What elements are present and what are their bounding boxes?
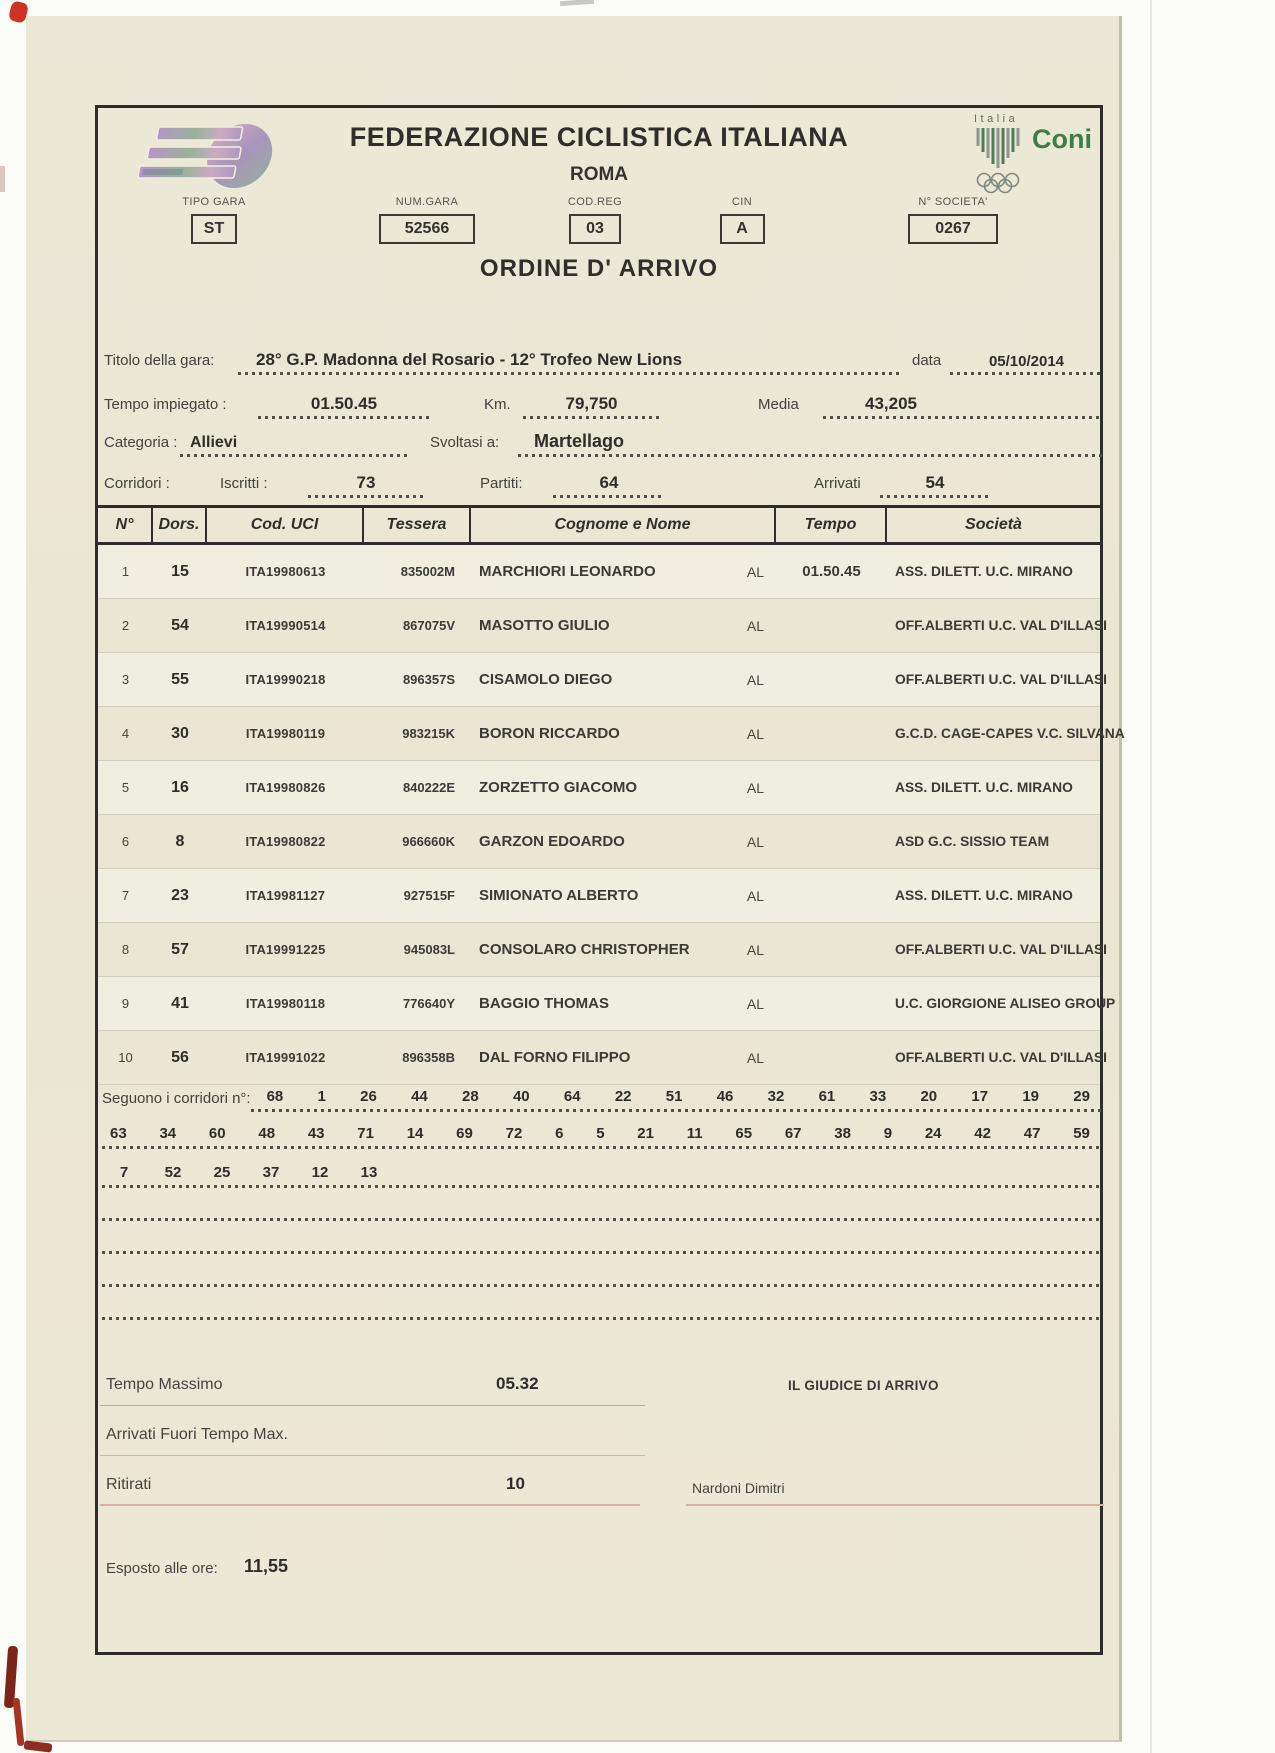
venue-value: Martellago — [518, 431, 1103, 457]
seguono-label: Seguono i corridori n°: — [102, 1090, 251, 1107]
rider-number: 7 — [119, 1164, 129, 1181]
pos: 8 — [121, 942, 130, 957]
rider-number: 21 — [637, 1125, 654, 1142]
rider-number: 52 — [164, 1164, 182, 1181]
blank-dotted-line — [102, 1287, 1102, 1320]
scan-mark — [13, 1698, 25, 1746]
race-title-row — [98, 341, 1106, 375]
uci-code: ITA19991225 — [245, 942, 326, 957]
rider-name — [471, 941, 776, 958]
uci-code: ITA19980119 — [245, 726, 326, 741]
rider-number: 37 — [262, 1164, 280, 1181]
category-code: AL — [746, 617, 764, 634]
category-label: Categoria : — [104, 434, 178, 451]
col-time: Tempo — [776, 508, 887, 542]
tessera: 896358B — [402, 1050, 455, 1065]
field-value-box: 0267 — [908, 214, 998, 244]
rider-number: 64 — [563, 1088, 581, 1105]
team: G.C.D. CAGE-CAPES V.C. SILVANA — [895, 726, 1125, 741]
pos: 2 — [121, 618, 130, 633]
name: SIMIONATO ALBERTO — [479, 887, 639, 904]
rider-name — [471, 671, 776, 688]
category-code: AL — [746, 887, 764, 904]
dorsal: 15 — [171, 562, 189, 580]
category-code: AL — [746, 779, 764, 796]
dorsal: 57 — [171, 940, 189, 958]
rider-number: 22 — [614, 1088, 632, 1105]
field-n-societa — [888, 196, 1018, 244]
rider-number: 44 — [411, 1088, 428, 1105]
dorsal: 41 — [171, 994, 189, 1012]
tessera: 835002M — [400, 564, 455, 579]
started-value: 64 — [553, 473, 665, 498]
category-code: AL — [746, 1049, 764, 1066]
elapsed-time-value: 01.50.45 — [258, 394, 430, 419]
team: OFF.ALBERTI U.C. VAL D'ILLASI — [895, 672, 1108, 687]
rider-number: 71 — [357, 1125, 374, 1142]
col-name: Cognome e Nome — [471, 508, 776, 542]
scan-mark — [0, 166, 5, 192]
finished-value: 54 — [880, 473, 990, 498]
max-time-value: 05.32 — [496, 1374, 539, 1393]
race-title-value: 28° G.P. Madonna del Rosario - 12° Trofeo New Lions — [238, 350, 900, 375]
rider-number: 59 — [1073, 1125, 1090, 1142]
table-row — [98, 815, 1100, 869]
col-uci: Cod. UCI — [207, 508, 364, 542]
seguono-numbers-1 — [251, 1088, 1102, 1112]
scan-mark — [24, 1740, 53, 1752]
federation-city: ROMA — [569, 164, 629, 185]
uci-code: ITA19980613 — [245, 564, 326, 579]
name: ZORZETTO GIACOMO — [479, 779, 638, 796]
category-code: AL — [746, 563, 764, 580]
uci-code: ITA19980118 — [245, 996, 326, 1011]
team: ASS. DILETT. U.C. MIRANO — [895, 780, 1073, 795]
uci-code: ITA19981127 — [245, 888, 326, 903]
tessera: 966660K — [402, 834, 455, 849]
team: ASS. DILETT. U.C. MIRANO — [895, 564, 1073, 579]
field-tipo-gara — [149, 196, 279, 244]
seguono-line-3 — [102, 1164, 1102, 1188]
name: BORON RICCARDO — [479, 725, 620, 742]
team: U.C. GIORGIONE ALISEO GROUP — [895, 996, 1116, 1011]
category-code: AL — [746, 995, 764, 1012]
name: DAL FORNO FILIPPO — [479, 1049, 631, 1066]
category-value: Allievi — [180, 434, 408, 457]
date-value: 05/10/2014 — [950, 353, 1103, 375]
rider-name — [471, 779, 776, 796]
federation-title: FEDERAZIONE CICLISTICA ITALIANA — [349, 122, 849, 152]
entered-value: 73 — [308, 473, 424, 498]
rider-number: 67 — [784, 1125, 802, 1142]
rider-number: 40 — [512, 1088, 530, 1105]
rider-number: 46 — [716, 1088, 734, 1105]
finished-label: Arrivati — [814, 475, 861, 492]
category-code: AL — [746, 941, 764, 958]
pos: 9 — [121, 996, 130, 1011]
dorsal: 16 — [171, 778, 189, 796]
time-km-row — [98, 385, 1106, 419]
team: ASD G.C. SISSIO TEAM — [895, 834, 1050, 849]
rider-number: 26 — [360, 1088, 377, 1105]
field-value-box: 52566 — [379, 214, 475, 244]
field-value-box: ST — [191, 214, 237, 244]
rider-number: 20 — [920, 1088, 938, 1105]
out-of-time-label: Arrivati Fuori Tempo Max. — [106, 1426, 288, 1443]
field-label: COD.REG — [567, 196, 623, 208]
blank-dotted-line — [102, 1188, 1102, 1221]
tessera: 840222E — [402, 780, 455, 795]
field-num-gara — [362, 196, 492, 244]
category-code: AL — [746, 725, 764, 742]
rider-number: 60 — [208, 1125, 226, 1142]
rider-number: 12 — [311, 1164, 329, 1181]
col-pos: N° — [98, 508, 153, 542]
rider-number: 19 — [1022, 1088, 1039, 1105]
rider-number: 69 — [456, 1125, 473, 1142]
category-code: AL — [746, 671, 764, 688]
pos: 6 — [121, 834, 130, 849]
category-row — [98, 423, 1106, 457]
judge-name: Nardoni Dimitri — [692, 1480, 785, 1496]
rider-number: 32 — [767, 1088, 785, 1105]
table-row — [98, 1031, 1108, 1085]
field-label: N° SOCIETA' — [918, 196, 988, 208]
category-code: AL — [746, 833, 764, 850]
posted-at-label: Esposto alle ore: — [106, 1560, 218, 1577]
field-value-box: 03 — [569, 214, 621, 244]
table-row — [98, 707, 1125, 761]
field-label: CIN — [731, 196, 753, 208]
coni-italia-text: Italia — [974, 113, 1019, 125]
blank-dotted-line — [102, 1254, 1102, 1287]
time: 01.50.45 — [802, 563, 861, 580]
uci-code: ITA19980826 — [245, 780, 326, 795]
pos: 1 — [121, 564, 130, 579]
rider-number: 6 — [555, 1125, 564, 1142]
table-row — [98, 599, 1108, 653]
posted-at-value: 11,55 — [244, 1556, 289, 1576]
dorsal: 30 — [171, 724, 189, 742]
pos: 7 — [121, 888, 130, 903]
field-label: TIPO GARA — [182, 196, 246, 208]
rider-name — [471, 725, 776, 742]
seguono-line-2 — [102, 1125, 1102, 1149]
rider-name — [471, 1049, 776, 1066]
rider-number: 29 — [1073, 1088, 1090, 1105]
team: OFF.ALBERTI U.C. VAL D'ILLASI — [895, 618, 1108, 633]
team: OFF.ALBERTI U.C. VAL D'ILLASI — [895, 1050, 1108, 1065]
rider-number: 43 — [307, 1125, 325, 1142]
underline — [100, 1455, 645, 1456]
rider-number: 65 — [735, 1125, 753, 1142]
rider-name — [471, 617, 776, 634]
dorsal: 54 — [171, 616, 189, 634]
table-row — [98, 545, 1100, 599]
col-team: Società — [965, 516, 1022, 533]
rider-name — [471, 833, 776, 850]
scan-mark — [560, 0, 594, 6]
seguono-line-1 — [102, 1088, 1102, 1112]
pos: 5 — [121, 780, 130, 795]
rider-number: 61 — [818, 1088, 836, 1105]
rider-number: 24 — [924, 1125, 942, 1142]
rider-number: 68 — [266, 1088, 284, 1105]
elapsed-time-label: Tempo impiegato : — [104, 396, 227, 413]
tessera: 867075V — [402, 618, 455, 633]
dorsal: 23 — [171, 886, 189, 904]
rider-number: 48 — [258, 1125, 276, 1142]
underline — [100, 1405, 645, 1406]
tessera: 776640Y — [402, 996, 455, 1011]
race-title-label: Titolo della gara: — [104, 352, 215, 369]
col-tessera: Tessera — [364, 508, 471, 542]
table-row — [98, 869, 1100, 923]
remaining-riders-section — [102, 1088, 1102, 1320]
rider-name — [471, 995, 776, 1012]
rider-number: 13 — [360, 1164, 378, 1181]
tessera: 927515F — [403, 888, 455, 903]
olympic-rings-icon — [978, 174, 1019, 193]
rider-number: 72 — [505, 1125, 523, 1142]
tessera: 983215K — [402, 726, 455, 741]
uci-code: ITA19990514 — [245, 618, 326, 633]
rider-number: 11 — [686, 1125, 703, 1142]
name: GARZON EDOARDO — [479, 833, 625, 850]
withdrawn-label: Ritirati — [106, 1476, 152, 1493]
name: CONSOLARO CHRISTOPHER — [479, 941, 690, 958]
rider-number: 28 — [462, 1088, 479, 1105]
underline-signature — [100, 1504, 640, 1506]
uci-code: ITA19991022 — [245, 1050, 326, 1065]
rider-name — [471, 563, 776, 580]
paper-edge-line — [1150, 0, 1152, 1753]
field-cin — [677, 196, 807, 244]
tessera: 896357S — [402, 672, 455, 687]
rider-number: 14 — [406, 1125, 424, 1142]
rider-number: 42 — [974, 1125, 991, 1142]
pos: 10 — [118, 1050, 133, 1065]
km-value: 79,750 — [523, 394, 660, 419]
paper-sheet — [26, 16, 1125, 1742]
col-dorsal: Dors. — [153, 508, 207, 542]
withdrawn-value: 10 — [506, 1474, 525, 1493]
coni-logo — [936, 108, 1106, 201]
table-row — [98, 761, 1100, 815]
rider-number: 63 — [110, 1125, 127, 1142]
finish-judge-label: IL GIUDICE DI ARRIVO — [788, 1378, 939, 1393]
rider-number: 9 — [883, 1125, 893, 1142]
riders-row — [98, 464, 1106, 498]
uci-code: ITA19980822 — [245, 834, 326, 849]
km-label: Km. — [484, 396, 511, 413]
coni-text: Coni — [1032, 124, 1092, 154]
table-row — [98, 923, 1108, 977]
date-label: data — [912, 352, 942, 369]
team: OFF.ALBERTI U.C. VAL D'ILLASI — [895, 942, 1108, 957]
results-table-header — [98, 505, 1100, 545]
dorsal: 56 — [171, 1048, 189, 1066]
media-value: 43,205 — [823, 394, 1103, 419]
team: ASS. DILETT. U.C. MIRANO — [895, 888, 1073, 903]
field-value-box: A — [720, 214, 765, 244]
table-row — [98, 977, 1116, 1031]
media-label: Media — [758, 396, 799, 413]
table-row — [98, 653, 1108, 707]
riders-label: Corridori : — [104, 475, 170, 492]
form-border-box — [95, 105, 1125, 1655]
rider-number: 25 — [213, 1164, 231, 1181]
name: CISAMOLO DIEGO — [479, 671, 613, 688]
name: BAGGIO THOMAS — [479, 995, 609, 1012]
name: MASOTTO GIULIO — [479, 617, 610, 634]
underline-signature — [686, 1504, 1104, 1506]
rider-number: 34 — [159, 1125, 177, 1142]
tessera: 945083L — [403, 942, 455, 957]
document-title: ORDINE D' ARRIVO — [479, 255, 719, 282]
rider-number: 5 — [596, 1125, 605, 1142]
entered-label: Iscritti : — [220, 475, 268, 492]
dorsal: 55 — [171, 670, 189, 688]
name: MARCHIORI LEONARDO — [479, 563, 656, 580]
pos: 4 — [121, 726, 130, 741]
max-time-label: Tempo Massimo — [106, 1376, 223, 1393]
rider-number: 47 — [1023, 1125, 1041, 1142]
rider-number: 38 — [834, 1125, 851, 1142]
started-label: Partiti: — [480, 475, 523, 492]
venue-label: Svoltasi a: — [430, 434, 500, 451]
rider-number: 1 — [317, 1088, 326, 1105]
dorsal: 8 — [175, 832, 185, 850]
field-cod-reg — [530, 196, 660, 244]
rider-number: 17 — [971, 1088, 989, 1105]
field-label: NUM.GARA — [395, 196, 459, 208]
rider-name — [471, 887, 776, 904]
rider-number: 33 — [869, 1088, 887, 1105]
results-table — [98, 505, 1125, 1085]
uci-code: ITA19990218 — [245, 672, 326, 687]
pos: 3 — [121, 672, 130, 687]
rider-number: 51 — [665, 1088, 683, 1105]
blank-dotted-line — [102, 1221, 1102, 1254]
